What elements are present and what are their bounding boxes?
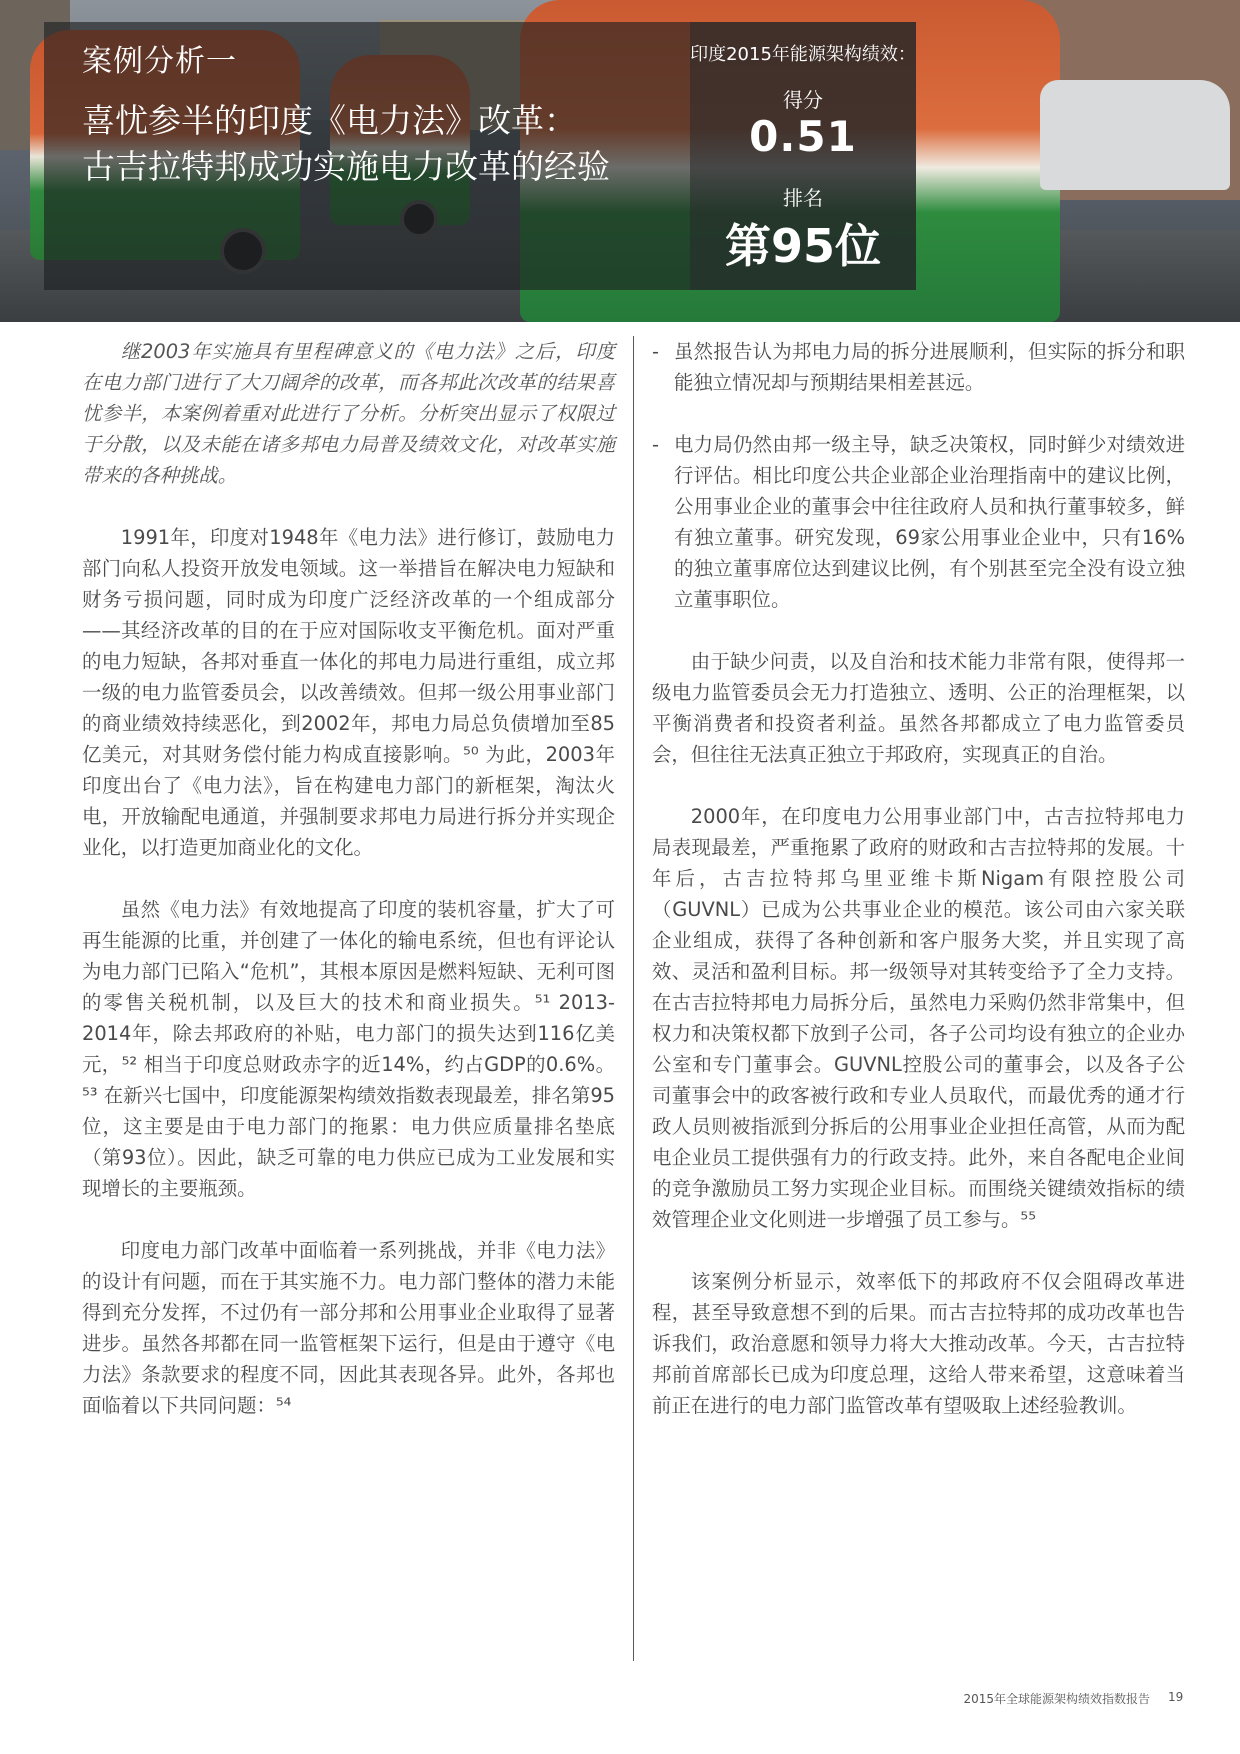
score-value: 0.51 bbox=[749, 112, 857, 161]
rank-value: 第95位 bbox=[724, 219, 881, 273]
rank-label: 排名 bbox=[783, 186, 823, 210]
body-paragraph: 印度电力部门改革中面临着一系列挑战，并非《电力法》的设计有问题，而在于其实施不力。电力部门整体的潜力未能得到充分发挥，不过仍有一部分邦和公用事业企业取得了显著进步。虽然各邦都在同一监管框架下运行，但是由于遵守《电力法》条款要求的程度不同，因此其表现各异。此外，各邦也面临着以下共同问题：⁵⁴ bbox=[82, 1239, 615, 1417]
body-paragraph: 虽然《电力法》有效地提高了印度的装机容量，扩大了可再生能源的比重，并创建了一体化的输电系统，但也有评论认为电力部门已陷入“危机”，其根本原因是燃料短缺、无利可图的零售关税机制，以及巨大的技术和商业损失。⁵¹ 2013-2014年，除去邦政府的补贴，电力部门的损失达到116亿美元，⁵² 相当于印度总财政赤字的近14%，约占GDP的0.6%。⁵³ 在新兴七国中，印度能源架构绩效指数表现最差，排名第95位，这主要是由于电力部门的拖累：电力供应质量排名垫底（第93位）。因此，缺乏可靠的电力供应已成为工业发展和实现增长的主要瓶颈。 bbox=[82, 898, 615, 1200]
score-label: 得分 bbox=[783, 88, 823, 112]
footer-report-title: 2015年全球能源架构绩效指数报告 bbox=[963, 1692, 1150, 1706]
case-study-label: 案例分析一 bbox=[82, 44, 237, 79]
body-paragraph: 由于缺少问责，以及自治和技术能力非常有限，使得邦一级电力监管委员会无力打造独立、透明、公正的治理框架，以平衡消费者和投资者利益。虽然各邦都成立了电力监管委员会，但往往无法真正独立于邦政府，实现真正的自治。 bbox=[652, 650, 1185, 766]
bullet-item: - 电力局仍然由邦一级主导，缺乏决策权，同时鲜少对绩效进行评估。相比印度公共企业部企业治理指南中的建议比例，公用事业企业的董事会中往往政府人员和执行董事较多，鲜有独立董事。研究发现，69家公用事业企业中，只有16%的独立董事席位达到建议比例，有个别甚至完全没有设立独立董事职位。 bbox=[652, 429, 1185, 615]
title-line-1: 喜忧参半的印度《电力法》改革： bbox=[82, 101, 577, 140]
hero-car bbox=[1040, 80, 1230, 190]
stats-caption: 印度2015年能源架构绩效： bbox=[690, 44, 916, 65]
body-paragraph: 2000年，在印度电力公用事业部门中，古吉拉特邦电力局表现最差，严重拖累了政府的财政和古吉拉特邦的发展。十年后，古吉拉特邦乌里亚维卡斯Nigam有限控股公司（GUVNL）已成为公共事业企业的模范。该公司由六家关联企业组成，获得了各种创新和客户服务大奖，并且实现了高效、灵活和盈利目标。邦一级领导对其转变给予了全力支持。在古吉拉特邦电力局拆分后，虽然电力采购仍然非常集中，但权力和决策权都下放到子公司，各子公司均设有独立的企业办公室和专门董事会。GUVNL控股公司的董事会，以及各子公司董事会中的政客被行政和专业人员取代，而最优秀的通才行政人员则被指派到分拆后的公用事业企业担任高管，从而为配电企业员工提供强有力的行政支持。此外，来自各配电企业间的竞争激励员工努力实现企业目标。而围绕关键绩效指标的绩效管理企业文化则进一步增强了员工参与。⁵⁵ bbox=[652, 805, 1185, 1231]
body-paragraph: 该案例分析显示，效率低下的邦政府不仅会阻碍改革进程，甚至导致意想不到的后果。而古吉拉特邦的成功改革也告诉我们，政治意愿和领导力将大大推动改革。今天，古吉拉特邦前首席部长已成为印度总理，这给人带来希望，这意味着当前正在进行的电力部门监管改革有望吸取上述经验教训。 bbox=[652, 1270, 1185, 1417]
page-title bbox=[82, 98, 702, 190]
left-column bbox=[82, 336, 615, 1452]
bullet-item: - 虽然报告认为邦电力局的拆分进展顺利，但实际的拆分和职能独立情况却与预期结果相差甚远。 bbox=[652, 336, 1185, 398]
body-paragraph: 1991年，印度对1948年《电力法》进行修订，鼓励电力部门向私人投资开放发电领域。这一举措旨在解决电力短缺和财务亏损问题，同时成为印度广泛经济改革的一个组成部分——其经济改革的目的在于应对国际收支平衡危机。面对严重的电力短缺，各邦对垂直一体化的邦电力局进行重组，成立邦一级的电力监管委员会，以改善绩效。但邦一级公用事业部门的商业绩效持续恶化，到2002年，邦电力局总负债增加至85亿美元，对其财务偿付能力构成直接影响。⁵⁰ 为此，2003年印度出台了《电力法》，旨在构建电力部门的新框架，淘汰火电，开放输配电通道，并强制要求邦电力局进行拆分并实现企业化，以打造更加商业化的文化。 bbox=[82, 526, 615, 859]
column-divider bbox=[633, 336, 634, 1661]
right-column bbox=[652, 336, 1185, 1452]
intro-paragraph: 继2003年实施具有里程碑意义的《电力法》之后，印度在电力部门进行了大刀阔斧的改革，而各邦此次改革的结果喜忧参半，本案例着重对此进行了分析。分析突出显示了权限过于分散，以及未能在诸多邦电力局普及绩效文化，对改革实施带来的各种挑战。 bbox=[82, 340, 615, 487]
title-line-2: 古吉拉特邦成功实施电力改革的经验 bbox=[82, 147, 610, 186]
page-number: 19 bbox=[1168, 1690, 1184, 1704]
